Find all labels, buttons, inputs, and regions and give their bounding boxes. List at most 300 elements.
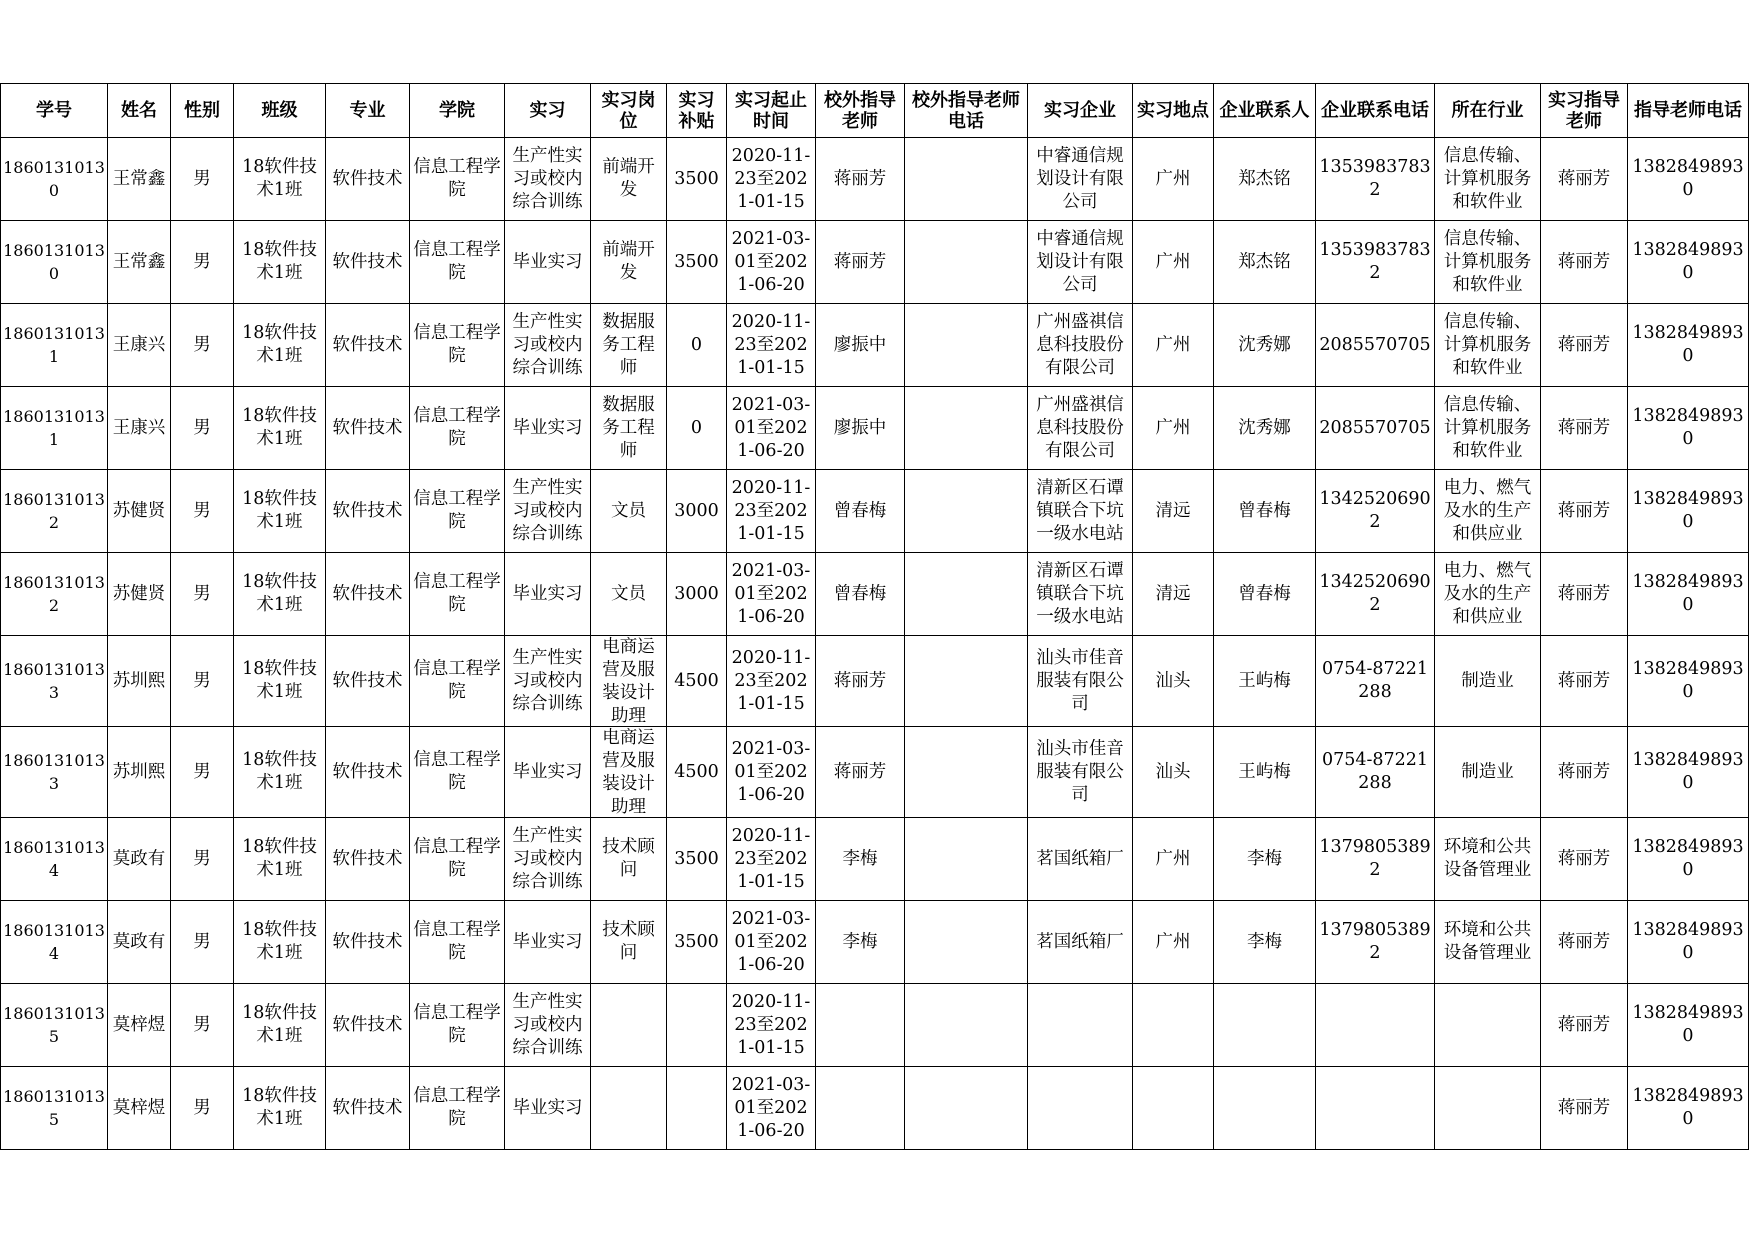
table-cell[interactable] bbox=[410, 553, 505, 636]
table-cell[interactable] bbox=[1316, 984, 1435, 1067]
table-cell[interactable] bbox=[108, 636, 171, 727]
table-cell[interactable] bbox=[234, 138, 326, 221]
table-cell[interactable] bbox=[410, 387, 505, 470]
table-cell[interactable] bbox=[905, 818, 1028, 901]
table-cell[interactable] bbox=[108, 553, 171, 636]
column-header[interactable]: 校外指导老师 bbox=[816, 84, 905, 138]
table-cell[interactable] bbox=[1541, 553, 1628, 636]
table-cell[interactable] bbox=[816, 727, 905, 818]
table-cell[interactable] bbox=[727, 387, 816, 470]
table-cell[interactable] bbox=[505, 984, 591, 1067]
cell-text: 18601310135 bbox=[3, 1087, 105, 1129]
table-cell[interactable] bbox=[410, 901, 505, 984]
table-cell[interactable] bbox=[1435, 901, 1541, 984]
table-cell[interactable] bbox=[591, 138, 667, 221]
table-cell[interactable] bbox=[505, 901, 591, 984]
cell-text: 信息工程学院 bbox=[413, 659, 501, 702]
table-cell[interactable] bbox=[1028, 387, 1133, 470]
table-cell[interactable] bbox=[1028, 470, 1133, 553]
table-cell[interactable] bbox=[1628, 304, 1749, 387]
table-cell[interactable] bbox=[1133, 138, 1214, 221]
table-cell[interactable] bbox=[234, 553, 326, 636]
cell-text: 软件技术 bbox=[332, 583, 403, 604]
table-cell[interactable] bbox=[1, 221, 108, 304]
column-header[interactable]: 指导老师电话 bbox=[1628, 84, 1749, 138]
table-row bbox=[1, 1067, 1749, 1150]
table-cell[interactable] bbox=[816, 818, 905, 901]
table-cell[interactable] bbox=[1628, 387, 1749, 470]
table-cell[interactable] bbox=[326, 727, 410, 818]
table-cell[interactable] bbox=[667, 221, 727, 304]
table-cell[interactable] bbox=[1133, 818, 1214, 901]
table-cell[interactable] bbox=[1028, 221, 1133, 304]
table-cell[interactable] bbox=[1, 818, 108, 901]
table-cell[interactable] bbox=[1435, 818, 1541, 901]
table-cell[interactable] bbox=[905, 221, 1028, 304]
table-cell[interactable] bbox=[727, 1067, 816, 1150]
table-cell[interactable] bbox=[727, 901, 816, 984]
table-cell[interactable] bbox=[505, 138, 591, 221]
table-cell[interactable] bbox=[171, 470, 234, 553]
table-cell[interactable] bbox=[591, 304, 667, 387]
cell-text: 2021-03-01至2021-06-20 bbox=[731, 1074, 811, 1141]
table-cell[interactable] bbox=[667, 553, 727, 636]
table-cell[interactable] bbox=[905, 553, 1028, 636]
table-cell[interactable] bbox=[1628, 901, 1749, 984]
cell-text: 廖振中 bbox=[833, 417, 887, 438]
column-header[interactable]: 企业联系人 bbox=[1214, 84, 1316, 138]
table-cell[interactable] bbox=[1435, 553, 1541, 636]
table-cell[interactable] bbox=[326, 636, 410, 727]
table-cell[interactable] bbox=[1316, 636, 1435, 727]
table-cell[interactable] bbox=[171, 901, 234, 984]
cell-text: 汕头市佳音服装有限公司 bbox=[1036, 738, 1124, 805]
table-cell[interactable] bbox=[905, 387, 1028, 470]
cell-text: 蒋丽芳 bbox=[833, 670, 887, 691]
table-cell[interactable] bbox=[1541, 636, 1628, 727]
table-cell[interactable] bbox=[505, 221, 591, 304]
table-cell[interactable] bbox=[1214, 818, 1316, 901]
table-cell[interactable] bbox=[108, 901, 171, 984]
table-cell[interactable] bbox=[1028, 818, 1133, 901]
table-cell[interactable] bbox=[326, 984, 410, 1067]
cell-text: 信息工程学院 bbox=[413, 837, 501, 880]
table-cell[interactable] bbox=[171, 138, 234, 221]
table-cell[interactable] bbox=[1541, 304, 1628, 387]
table-cell[interactable] bbox=[1316, 470, 1435, 553]
table-cell[interactable] bbox=[1, 304, 108, 387]
cell-text: 男 bbox=[193, 334, 211, 355]
table-cell[interactable] bbox=[1628, 1067, 1749, 1150]
column-header[interactable]: 实习地点 bbox=[1133, 84, 1214, 138]
table-cell[interactable] bbox=[1316, 138, 1435, 221]
table-cell[interactable] bbox=[1214, 1067, 1316, 1150]
table-cell[interactable] bbox=[505, 1067, 591, 1150]
column-header[interactable]: 学院 bbox=[410, 84, 505, 138]
cell-text: 郑杰铭 bbox=[1238, 168, 1291, 189]
column-header[interactable]: 姓名 bbox=[108, 84, 171, 138]
table-cell[interactable] bbox=[1214, 901, 1316, 984]
table-cell[interactable] bbox=[505, 553, 591, 636]
table-cell[interactable] bbox=[1133, 553, 1214, 636]
table-cell[interactable] bbox=[1133, 387, 1214, 470]
table-cell[interactable] bbox=[1541, 221, 1628, 304]
table-cell[interactable] bbox=[108, 984, 171, 1067]
table-cell[interactable] bbox=[1133, 304, 1214, 387]
table-cell[interactable] bbox=[1214, 636, 1316, 727]
table-cell[interactable] bbox=[905, 901, 1028, 984]
table-cell[interactable] bbox=[591, 727, 667, 818]
cell-text: 技术顾问 bbox=[602, 920, 655, 963]
cell-text: 软件技术 bbox=[332, 1097, 403, 1118]
table-cell[interactable] bbox=[1, 727, 108, 818]
table-cell[interactable] bbox=[816, 1067, 905, 1150]
table-cell[interactable] bbox=[171, 636, 234, 727]
table-cell[interactable] bbox=[1435, 984, 1541, 1067]
column-header[interactable]: 实习岗位 bbox=[591, 84, 667, 138]
cell-text: 软件技术 bbox=[332, 251, 403, 272]
cell-text: 生产性实习或校内综合训练 bbox=[512, 825, 583, 892]
table-cell[interactable] bbox=[171, 304, 234, 387]
table-cell[interactable] bbox=[667, 304, 727, 387]
table-cell[interactable] bbox=[727, 138, 816, 221]
cell-text: 13828498930 bbox=[1632, 157, 1744, 200]
table-cell[interactable] bbox=[667, 984, 727, 1067]
table-cell[interactable] bbox=[1214, 470, 1316, 553]
cell-text: 蒋丽芳 bbox=[833, 761, 887, 782]
table-cell[interactable] bbox=[1316, 727, 1435, 818]
table-cell[interactable] bbox=[1435, 221, 1541, 304]
cell-text: 18601310131 bbox=[3, 324, 105, 366]
table-cell[interactable] bbox=[591, 553, 667, 636]
table-cell[interactable] bbox=[326, 818, 410, 901]
table-cell[interactable] bbox=[1, 138, 108, 221]
cell-text: 3500 bbox=[674, 251, 719, 272]
table-cell[interactable] bbox=[1028, 636, 1133, 727]
cell-text: 莫政有 bbox=[112, 848, 166, 869]
table-cell[interactable] bbox=[1541, 818, 1628, 901]
table-cell[interactable] bbox=[591, 901, 667, 984]
table-cell[interactable] bbox=[1028, 1067, 1133, 1150]
table-cell[interactable] bbox=[816, 984, 905, 1067]
cell-text: 13798053892 bbox=[1319, 920, 1431, 963]
table-cell[interactable] bbox=[505, 818, 591, 901]
table-cell[interactable] bbox=[905, 138, 1028, 221]
table-cell[interactable] bbox=[326, 470, 410, 553]
table-cell[interactable] bbox=[1628, 221, 1749, 304]
cell-text: 18601310130 bbox=[3, 158, 105, 200]
table-cell[interactable] bbox=[1316, 387, 1435, 470]
table-cell[interactable] bbox=[727, 818, 816, 901]
table-cell[interactable] bbox=[1, 636, 108, 727]
table-cell[interactable] bbox=[1133, 470, 1214, 553]
table-cell[interactable] bbox=[591, 636, 667, 727]
table-cell[interactable] bbox=[667, 818, 727, 901]
table-cell[interactable] bbox=[1435, 1067, 1541, 1150]
table-cell[interactable] bbox=[410, 138, 505, 221]
table-cell[interactable] bbox=[1133, 901, 1214, 984]
table-cell[interactable] bbox=[816, 138, 905, 221]
table-cell[interactable] bbox=[326, 221, 410, 304]
table-cell[interactable] bbox=[108, 138, 171, 221]
column-header[interactable]: 学号 bbox=[1, 84, 108, 138]
table-cell[interactable] bbox=[905, 984, 1028, 1067]
table-cell[interactable] bbox=[326, 901, 410, 984]
table-cell[interactable] bbox=[1628, 636, 1749, 727]
table-cell[interactable] bbox=[727, 727, 816, 818]
table-cell[interactable] bbox=[410, 636, 505, 727]
table-cell[interactable] bbox=[234, 304, 326, 387]
table-cell[interactable] bbox=[816, 470, 905, 553]
table-cell[interactable] bbox=[1628, 984, 1749, 1067]
column-header[interactable]: 班级 bbox=[234, 84, 326, 138]
cell-text: 13828498930 bbox=[1632, 240, 1744, 283]
table-cell[interactable] bbox=[171, 818, 234, 901]
table-cell[interactable] bbox=[410, 221, 505, 304]
table-cell[interactable] bbox=[1028, 304, 1133, 387]
table-cell[interactable] bbox=[667, 1067, 727, 1150]
table-cell[interactable] bbox=[727, 221, 816, 304]
table-cell[interactable] bbox=[1028, 984, 1133, 1067]
table-cell[interactable] bbox=[591, 221, 667, 304]
cell-text: 18601310130 bbox=[3, 241, 105, 283]
table-cell[interactable] bbox=[1028, 138, 1133, 221]
table-cell[interactable] bbox=[905, 1067, 1028, 1150]
table-cell[interactable] bbox=[505, 636, 591, 727]
table-cell[interactable] bbox=[1435, 138, 1541, 221]
table-cell[interactable] bbox=[410, 818, 505, 901]
cell-text: 毕业实习 bbox=[512, 583, 583, 604]
column-header[interactable]: 实习 bbox=[505, 84, 591, 138]
cell-text: 信息工程学院 bbox=[413, 157, 501, 200]
table-cell[interactable] bbox=[816, 901, 905, 984]
table-cell[interactable] bbox=[1133, 727, 1214, 818]
table-cell[interactable] bbox=[1541, 470, 1628, 553]
table-cell[interactable] bbox=[905, 470, 1028, 553]
table-cell[interactable] bbox=[1, 984, 108, 1067]
cell-text: 2021-03-01至2021-06-20 bbox=[731, 738, 811, 805]
table-cell[interactable] bbox=[108, 304, 171, 387]
table-cell[interactable] bbox=[1628, 818, 1749, 901]
table-cell[interactable] bbox=[234, 221, 326, 304]
cell-text: 2020-11-23至2021-01-15 bbox=[731, 825, 811, 892]
column-header[interactable]: 所在行业 bbox=[1435, 84, 1541, 138]
table-cell[interactable] bbox=[505, 387, 591, 470]
table-cell[interactable] bbox=[1214, 727, 1316, 818]
table-cell[interactable] bbox=[1541, 901, 1628, 984]
table-cell[interactable] bbox=[326, 553, 410, 636]
table-cell[interactable] bbox=[171, 221, 234, 304]
table-cell[interactable] bbox=[1316, 818, 1435, 901]
table-cell[interactable] bbox=[108, 1067, 171, 1150]
table-cell[interactable] bbox=[1028, 901, 1133, 984]
table-cell[interactable] bbox=[1541, 727, 1628, 818]
table-cell[interactable] bbox=[1541, 387, 1628, 470]
table-cell[interactable] bbox=[505, 727, 591, 818]
column-header[interactable]: 实习企业 bbox=[1028, 84, 1133, 138]
table-cell[interactable] bbox=[108, 470, 171, 553]
cell-text: 广州 bbox=[1155, 334, 1191, 355]
table-row bbox=[1, 138, 1749, 221]
table-cell[interactable] bbox=[816, 387, 905, 470]
table-cell[interactable] bbox=[667, 387, 727, 470]
table-cell[interactable] bbox=[171, 727, 234, 818]
table-cell[interactable] bbox=[1214, 387, 1316, 470]
cell-text: 信息工程学院 bbox=[413, 572, 501, 615]
table-cell[interactable] bbox=[727, 636, 816, 727]
table-cell[interactable] bbox=[108, 727, 171, 818]
table-cell[interactable] bbox=[667, 470, 727, 553]
cell-text: 3000 bbox=[674, 583, 719, 604]
table-cell[interactable] bbox=[326, 304, 410, 387]
table-cell[interactable] bbox=[1541, 138, 1628, 221]
table-cell[interactable] bbox=[234, 818, 326, 901]
column-header[interactable]: 专业 bbox=[326, 84, 410, 138]
table-cell[interactable] bbox=[410, 984, 505, 1067]
cell-text: 男 bbox=[193, 1097, 211, 1118]
table-cell[interactable] bbox=[1, 470, 108, 553]
cell-text: 生产性实习或校内综合训练 bbox=[512, 311, 583, 378]
table-cell[interactable] bbox=[326, 1067, 410, 1150]
table-cell[interactable] bbox=[1541, 1067, 1628, 1150]
column-header[interactable]: 校外指导老师电话 bbox=[905, 84, 1028, 138]
table-cell[interactable] bbox=[1133, 636, 1214, 727]
table-cell[interactable] bbox=[234, 387, 326, 470]
column-header[interactable]: 企业联系电话 bbox=[1316, 84, 1435, 138]
table-cell[interactable] bbox=[171, 387, 234, 470]
table-cell[interactable] bbox=[667, 138, 727, 221]
cell-text: 男 bbox=[193, 848, 211, 869]
table-cell[interactable] bbox=[410, 727, 505, 818]
table-cell[interactable] bbox=[1214, 553, 1316, 636]
table-cell[interactable] bbox=[727, 470, 816, 553]
column-header[interactable]: 实习起止时间 bbox=[727, 84, 816, 138]
table-cell[interactable] bbox=[1133, 1067, 1214, 1150]
table-cell[interactable] bbox=[727, 553, 816, 636]
table-cell[interactable] bbox=[234, 636, 326, 727]
table-cell[interactable] bbox=[1316, 901, 1435, 984]
table-cell[interactable] bbox=[234, 901, 326, 984]
cell-text: 生产性实习或校内综合训练 bbox=[512, 647, 583, 714]
table-cell[interactable] bbox=[591, 984, 667, 1067]
table-cell[interactable] bbox=[667, 636, 727, 727]
table-cell[interactable] bbox=[171, 553, 234, 636]
cell-text: 信息传输、计算机服务和软件业 bbox=[1443, 145, 1532, 212]
table-cell[interactable] bbox=[171, 1067, 234, 1150]
table-cell[interactable] bbox=[816, 304, 905, 387]
table-cell[interactable] bbox=[410, 470, 505, 553]
table-cell[interactable] bbox=[1133, 984, 1214, 1067]
table-cell[interactable] bbox=[727, 984, 816, 1067]
cell-text: 蒋丽芳 bbox=[1557, 168, 1611, 189]
cell-text: 信息传输、计算机服务和软件业 bbox=[1443, 228, 1532, 295]
table-cell[interactable] bbox=[1214, 138, 1316, 221]
table-cell[interactable] bbox=[1541, 984, 1628, 1067]
table-cell[interactable] bbox=[905, 304, 1028, 387]
table-cell[interactable] bbox=[1, 1067, 108, 1150]
cell-text: 数据服务工程师 bbox=[602, 394, 655, 461]
table-cell[interactable] bbox=[1214, 984, 1316, 1067]
table-cell[interactable] bbox=[1435, 304, 1541, 387]
table-cell[interactable] bbox=[816, 553, 905, 636]
table-cell[interactable] bbox=[591, 818, 667, 901]
table-cell[interactable] bbox=[667, 901, 727, 984]
cell-text: 王屿梅 bbox=[1238, 761, 1291, 782]
column-header[interactable]: 实习补贴 bbox=[667, 84, 727, 138]
table-cell[interactable] bbox=[591, 387, 667, 470]
table-cell[interactable] bbox=[1, 387, 108, 470]
cell-text: 软件技术 bbox=[332, 761, 403, 782]
table-cell[interactable] bbox=[727, 304, 816, 387]
table-cell[interactable] bbox=[108, 387, 171, 470]
table-cell[interactable] bbox=[410, 1067, 505, 1150]
table-cell[interactable] bbox=[1628, 553, 1749, 636]
table-cell[interactable] bbox=[108, 818, 171, 901]
table-cell[interactable] bbox=[1435, 636, 1541, 727]
table-cell[interactable] bbox=[108, 221, 171, 304]
table-cell[interactable] bbox=[591, 1067, 667, 1150]
table-cell[interactable] bbox=[1, 901, 108, 984]
table-cell[interactable] bbox=[1316, 221, 1435, 304]
cell-text: 13828498930 bbox=[1632, 750, 1744, 793]
table-cell[interactable] bbox=[1028, 553, 1133, 636]
table-cell[interactable] bbox=[1316, 553, 1435, 636]
table-cell[interactable] bbox=[1316, 1067, 1435, 1150]
table-cell[interactable] bbox=[816, 636, 905, 727]
table-cell[interactable] bbox=[1435, 387, 1541, 470]
table-cell[interactable] bbox=[905, 636, 1028, 727]
table-cell[interactable] bbox=[234, 984, 326, 1067]
table-row bbox=[1, 470, 1749, 553]
table-cell[interactable] bbox=[1628, 138, 1749, 221]
table-cell[interactable] bbox=[1628, 470, 1749, 553]
table-cell[interactable] bbox=[1133, 221, 1214, 304]
table-cell[interactable] bbox=[1214, 304, 1316, 387]
cell-text: 莫梓煜 bbox=[112, 1014, 166, 1035]
table-cell[interactable] bbox=[234, 470, 326, 553]
table-cell[interactable] bbox=[1628, 727, 1749, 818]
table-row bbox=[1, 304, 1749, 387]
cell-text: 18软件技术1班 bbox=[242, 157, 317, 200]
table-cell[interactable] bbox=[591, 470, 667, 553]
table-cell[interactable] bbox=[1214, 221, 1316, 304]
table-cell[interactable] bbox=[171, 984, 234, 1067]
table-cell[interactable] bbox=[505, 470, 591, 553]
table-cell[interactable] bbox=[905, 727, 1028, 818]
table-cell[interactable] bbox=[326, 387, 410, 470]
cell-text: 13828498930 bbox=[1632, 920, 1744, 963]
table-cell[interactable] bbox=[326, 138, 410, 221]
table-cell[interactable] bbox=[505, 304, 591, 387]
table-cell[interactable] bbox=[1028, 727, 1133, 818]
cell-text: 软件技术 bbox=[332, 168, 403, 189]
cell-text: 18软件技术1班 bbox=[242, 1003, 317, 1046]
table-cell[interactable] bbox=[410, 304, 505, 387]
table-cell[interactable] bbox=[1435, 470, 1541, 553]
table-row bbox=[1, 727, 1749, 818]
cell-text: 信息工程学院 bbox=[413, 323, 501, 366]
table-cell[interactable] bbox=[667, 727, 727, 818]
table-cell[interactable] bbox=[1316, 304, 1435, 387]
cell-text: 13539837832 bbox=[1319, 157, 1431, 200]
table-cell[interactable] bbox=[1435, 727, 1541, 818]
column-header[interactable]: 性别 bbox=[171, 84, 234, 138]
table-cell[interactable] bbox=[1, 553, 108, 636]
table-cell[interactable] bbox=[234, 727, 326, 818]
table-cell[interactable] bbox=[234, 1067, 326, 1150]
table-cell[interactable] bbox=[816, 221, 905, 304]
column-header[interactable]: 实习指导老师 bbox=[1541, 84, 1628, 138]
